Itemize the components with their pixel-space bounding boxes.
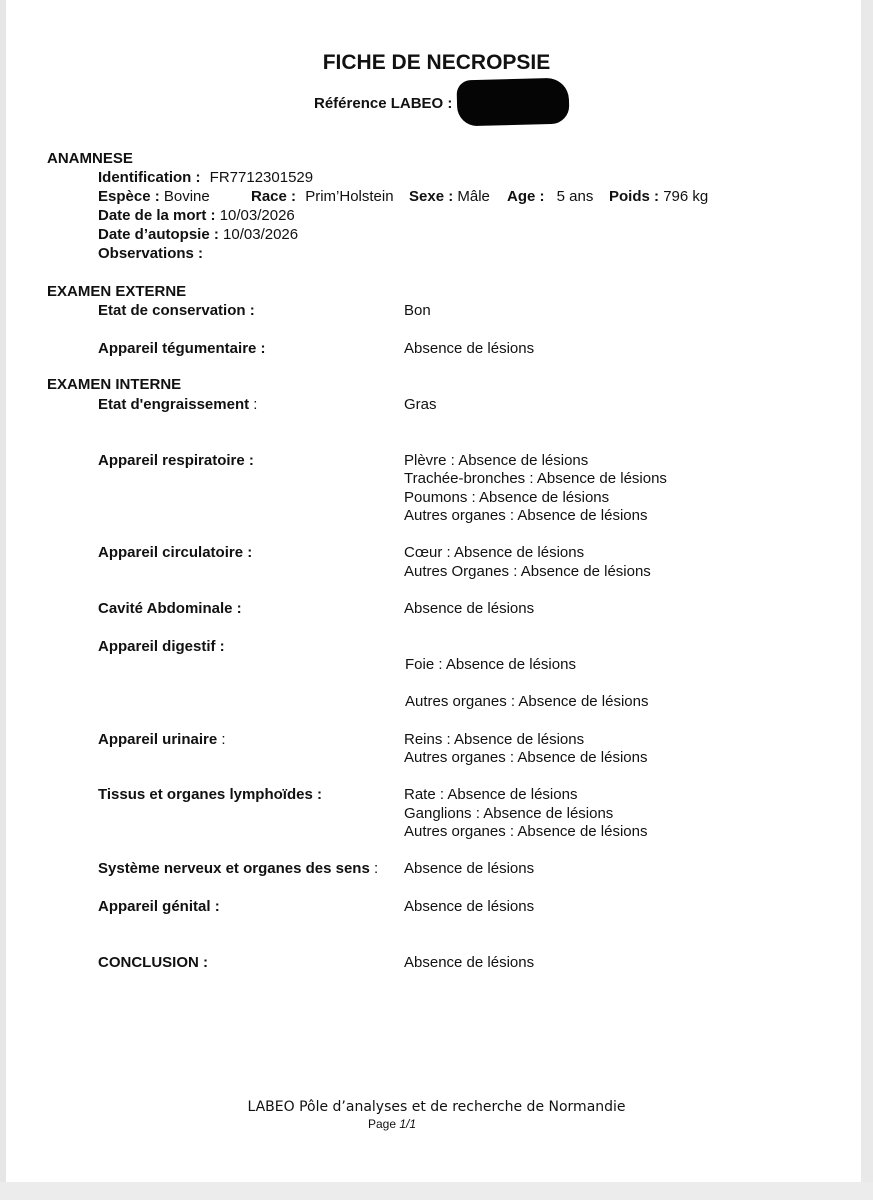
engraissement-colon: : xyxy=(253,396,258,413)
urinaire-label: Appareil urinaire xyxy=(98,731,218,748)
respiratoire-value-3: Poumons : Absence de lésions xyxy=(404,489,610,506)
age-label: Age : xyxy=(507,188,545,205)
respiratoire-label: Appareil respiratoire : xyxy=(98,452,254,469)
reference-line xyxy=(314,95,468,113)
tegumentaire-value: Absence de lésions xyxy=(404,340,535,357)
lymphoides-value-2: Ganglions : Absence de lésions xyxy=(404,805,614,822)
digestif-label: Appareil digestif : xyxy=(98,638,225,655)
document-title: FICHE DE NECROPSIE xyxy=(322,51,551,74)
page-edge-bottom xyxy=(0,1182,873,1200)
circulatoire-value-1: Cœur : Absence de lésions xyxy=(404,544,585,561)
engraissement-label: Etat d'engraissement xyxy=(98,396,250,413)
identification-label: Identification : xyxy=(98,169,201,186)
date-mort-label: Date de la mort : xyxy=(98,207,216,224)
section-anamnese-heading: ANAMNESE xyxy=(47,150,133,167)
circulatoire-label: Appareil circulatoire : xyxy=(98,544,253,561)
espece-row xyxy=(98,188,210,206)
nerveux-label: Système nerveux et organes des sens xyxy=(98,860,370,877)
urinaire-value-2: Autres organes : Absence de lésions xyxy=(404,749,648,766)
espece-label: Espèce : xyxy=(98,188,160,205)
espece-value: Bovine xyxy=(163,188,210,205)
footer-page-indicator xyxy=(368,1115,416,1133)
footer-page-label: Page xyxy=(368,1117,397,1131)
age-value: 5 ans xyxy=(556,188,594,205)
race-label: Race : xyxy=(251,188,297,205)
date-autopsie-row xyxy=(98,226,298,244)
sexe-row xyxy=(409,188,490,206)
conclusion-value: Absence de lésions xyxy=(404,954,535,971)
engraissement-value: Gras xyxy=(404,396,437,413)
digestif-value-2: Autres organes : Absence de lésions xyxy=(405,693,649,710)
redaction-mark xyxy=(456,78,569,127)
page-edge-right xyxy=(861,0,873,1200)
sexe-label: Sexe : xyxy=(409,188,454,205)
lymphoides-value-1: Rate : Absence de lésions xyxy=(404,786,578,803)
section-examen-interne-heading: EXAMEN INTERNE xyxy=(47,376,182,393)
poids-row xyxy=(609,188,708,206)
lymphoides-label: Tissus et organes lymphoïdes : xyxy=(98,786,322,803)
lymphoides-value-3: Autres organes : Absence de lésions xyxy=(404,823,648,840)
race-value: Prim’Holstein xyxy=(305,188,394,205)
genital-label: Appareil génital : xyxy=(98,898,220,915)
date-mort-value: 10/03/2026 xyxy=(219,207,295,224)
date-autopsie-value: 10/03/2026 xyxy=(223,226,299,243)
nerveux-value: Absence de lésions xyxy=(404,860,535,877)
date-autopsie-label: Date d’autopsie : xyxy=(98,226,219,243)
urinaire-value-1: Reins : Absence de lésions xyxy=(404,731,585,748)
footer-organization: LABEO Pôle d’analyses et de recherche de Normandie xyxy=(247,1099,626,1115)
age-row xyxy=(507,188,593,206)
digestif-value-1: Foie : Absence de lésions xyxy=(405,656,576,673)
page-edge-left xyxy=(0,0,6,1200)
abdominale-value: Absence de lésions xyxy=(404,600,535,617)
nerveux-row xyxy=(98,860,378,878)
respiratoire-value-1: Plèvre : Absence de lésions xyxy=(404,452,589,469)
tegumentaire-label: Appareil tégumentaire : xyxy=(98,340,266,357)
sexe-value: Mâle xyxy=(457,188,490,205)
nerveux-colon: : xyxy=(373,860,379,877)
reference-label: Référence LABEO : xyxy=(314,95,453,112)
footer-page-number: 1/1 xyxy=(399,1117,417,1131)
urinaire-colon: : xyxy=(221,731,226,748)
urinaire-row xyxy=(98,731,226,749)
poids-value: 796 kg xyxy=(663,188,709,205)
conclusion-label: CONCLUSION : xyxy=(98,954,208,971)
observations-label: Observations : xyxy=(98,245,204,262)
circulatoire-value-2: Autres Organes : Absence de lésions xyxy=(404,563,651,580)
date-mort-row xyxy=(98,207,295,225)
abdominale-label: Cavité Abdominale : xyxy=(98,600,242,617)
respiratoire-value-2: Trachée-bronches : Absence de lésions xyxy=(404,470,667,487)
conservation-value: Bon xyxy=(404,302,431,319)
respiratoire-value-4: Autres organes : Absence de lésions xyxy=(404,507,648,524)
engraissement-row xyxy=(98,396,257,414)
section-examen-externe-heading: EXAMEN EXTERNE xyxy=(47,283,187,300)
identification-row xyxy=(98,169,313,187)
poids-label: Poids : xyxy=(609,188,660,205)
conservation-label: Etat de conservation : xyxy=(98,302,255,319)
identification-value: FR7712301529 xyxy=(209,169,314,186)
genital-value: Absence de lésions xyxy=(404,898,535,915)
race-row xyxy=(251,188,394,206)
